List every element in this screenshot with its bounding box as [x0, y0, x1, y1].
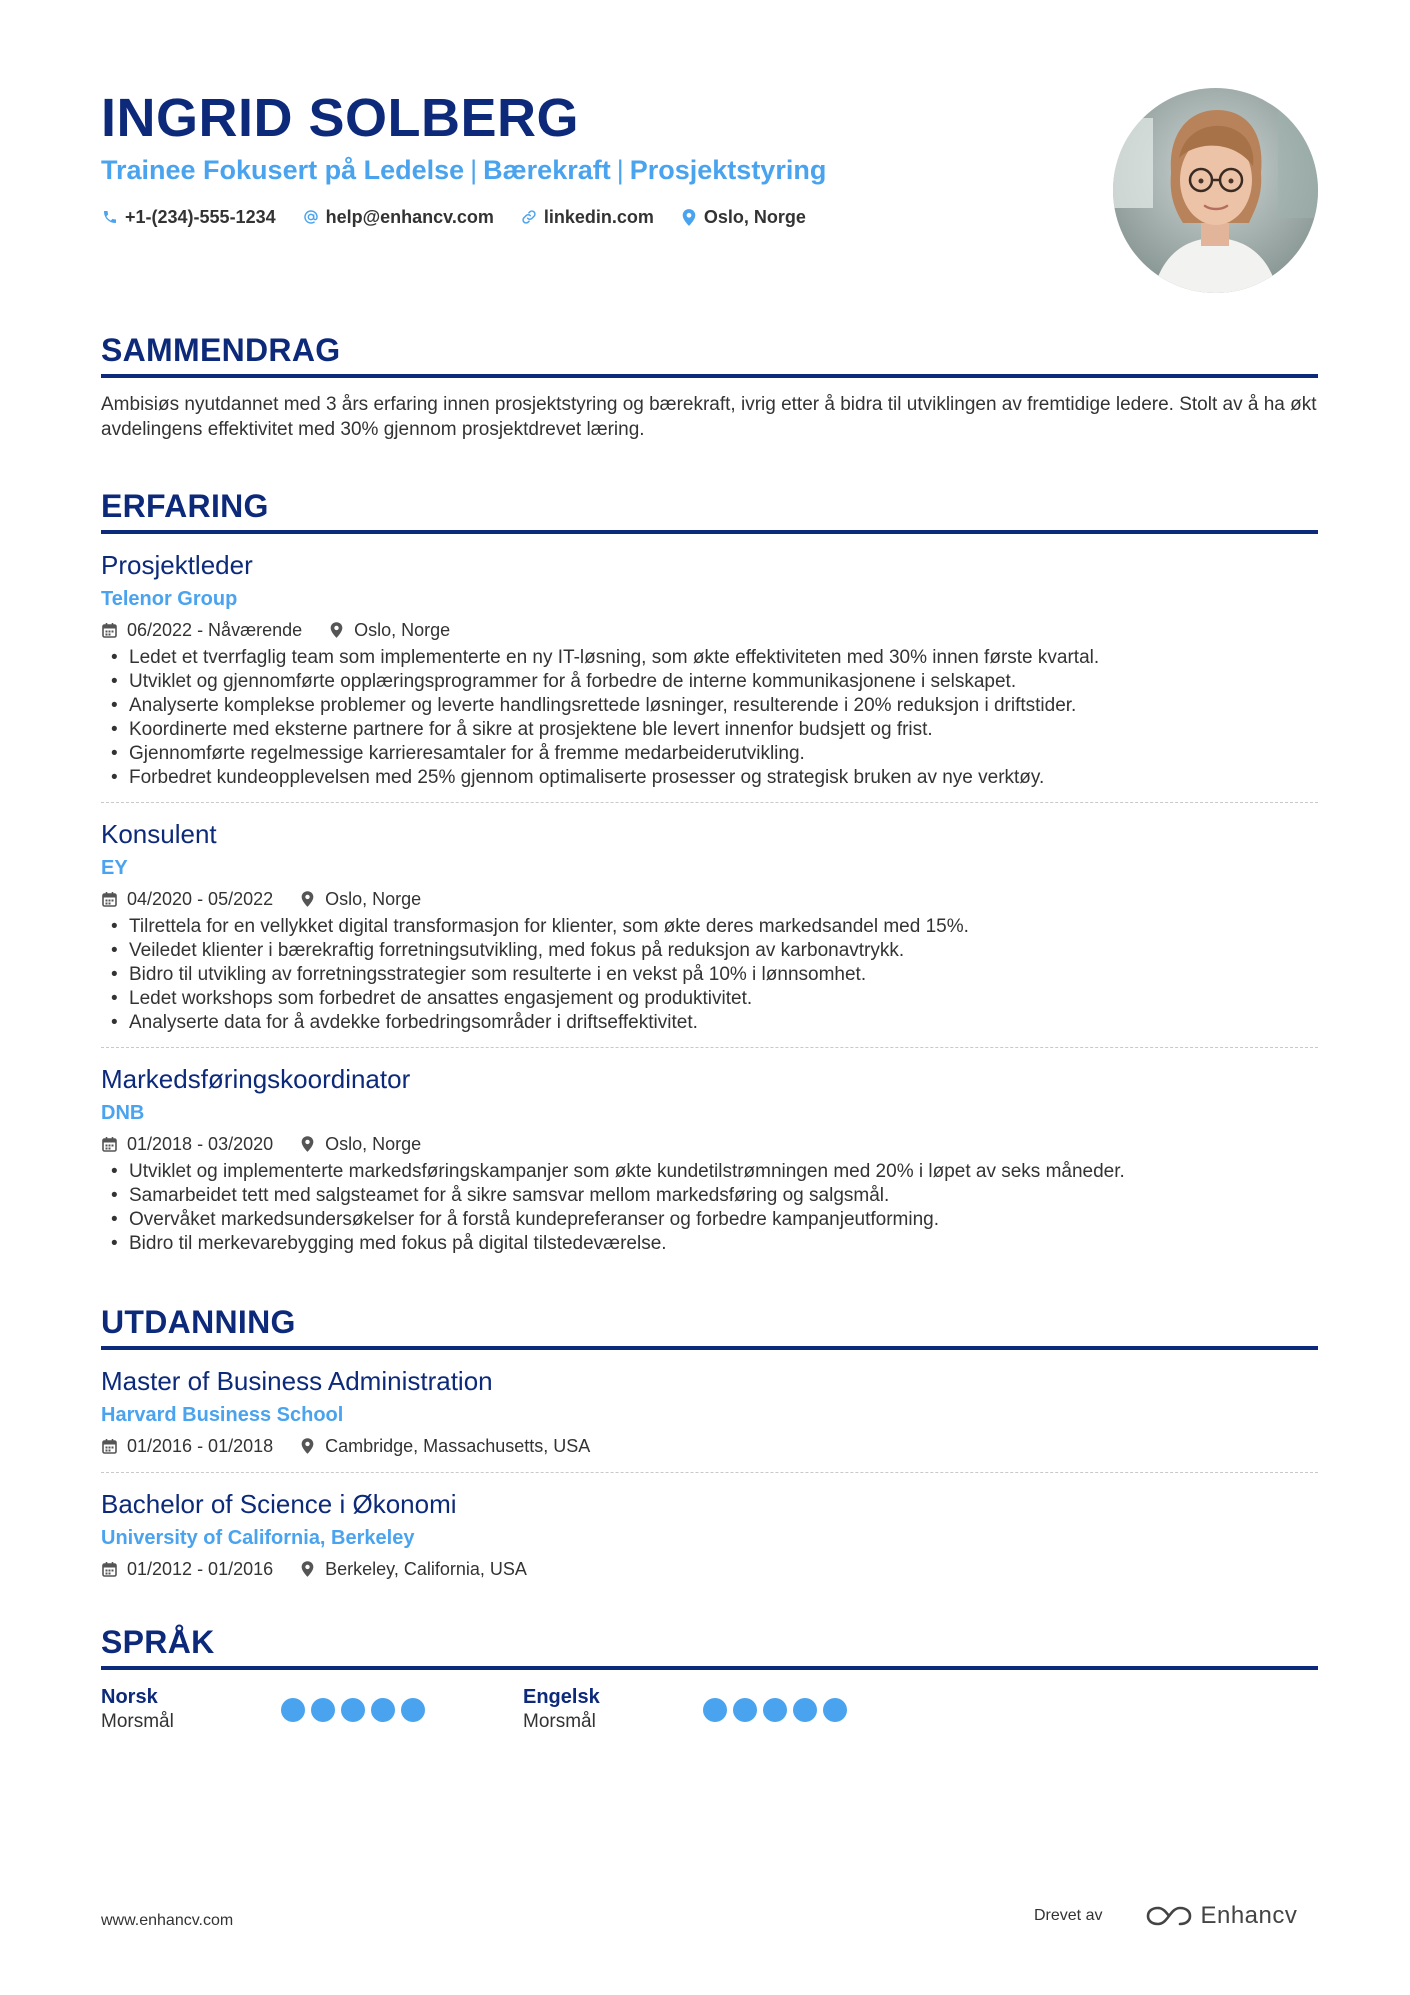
bullet-item: • Samarbeidet tett med salgsteamet for å sikre samsvar mellom markedsføring og salgsmål. — [101, 1184, 1318, 1208]
bullet-item: • Analyserte data for å avdekke forbedringsområder i driftseffektivitet. — [101, 1011, 1318, 1035]
date-range — [101, 1555, 273, 1583]
location-text: Oslo, Norge — [703, 207, 806, 227]
education-section — [101, 1302, 1318, 1595]
experience-entry — [101, 534, 1318, 803]
job-title: Konsulent — [101, 819, 217, 849]
candidate-name: INGRID SOLBERG — [101, 88, 580, 148]
proficiency-dot — [341, 1698, 365, 1722]
achievement-list — [101, 915, 1318, 1035]
resume-header — [101, 0, 1318, 330]
education-entry — [101, 1350, 1318, 1473]
school-location — [299, 1432, 590, 1460]
bullet-item: • Ledet et tverrfaglig team som implementerte en ny IT-løsning, som økte effektiviteten med 30% innen første kvartal. — [101, 646, 1318, 670]
language-list — [101, 1684, 1318, 1734]
entry-meta — [101, 1130, 1318, 1158]
email-address: help@enhancv.com — [325, 207, 494, 227]
date-text: 04/2020 - 05/2022 — [127, 889, 274, 909]
phone-number: +1-(234)-555-1234 — [125, 207, 276, 227]
company-name: DNB — [101, 1102, 145, 1124]
location-text: Oslo, Norge — [325, 889, 422, 909]
job-location — [328, 616, 450, 644]
location-text: Oslo, Norge — [325, 1134, 422, 1154]
contact-email[interactable] — [302, 204, 494, 230]
bullet-item: • Analyserte komplekse problemer og leverte handlingsrettede løsninger, resulterende i 20% reduksjon i driftstider. — [101, 694, 1318, 718]
calendar-icon — [101, 891, 117, 907]
job-title: Markedsføringskoordinator — [101, 1064, 411, 1094]
bullet-item: • Koordinerte med eksterne partnere for å sikre at prosjektene ble levert innenfor budsjett og frist. — [101, 718, 1318, 742]
title-part-2: Bærekraft — [483, 155, 611, 185]
location-pin-icon — [328, 622, 344, 638]
languages-section — [101, 1622, 1318, 1734]
calendar-icon — [101, 1561, 117, 1577]
proficiency-dot — [311, 1698, 335, 1722]
school-name: Harvard Business School — [101, 1404, 344, 1426]
proficiency-dot — [733, 1698, 757, 1722]
experience-entry — [101, 1048, 1318, 1268]
language-level: Morsmål — [101, 1711, 174, 1732]
location-pin-icon — [680, 208, 698, 226]
at-icon — [302, 208, 320, 226]
company-name: Telenor Group — [101, 588, 238, 610]
bullet-item: • Forbedret kundeopplevelsen med 25% gjennom optimaliserte prosesser og strategisk bruken av nye verktøy. — [101, 766, 1318, 790]
date-range — [101, 1432, 273, 1460]
job-location — [299, 885, 421, 913]
profile-photo — [1113, 88, 1318, 293]
contact-info — [101, 204, 832, 230]
bullet-item: • Veiledet klienter i bærekraftig forretningsutvikling, med fokus på reduksjon av karbonavtrykk. — [101, 939, 1318, 963]
entry-meta — [101, 885, 1318, 913]
proficiency-dot — [763, 1698, 787, 1722]
degree-title: Master of Business Administration — [101, 1366, 493, 1396]
bullet-item: • Tilrettela for en vellykket digital transformasjon for klienter, som økte deres markedsandel med 15%. — [101, 915, 1318, 939]
title-part-1: Trainee Fokusert på Ledelse — [101, 155, 465, 185]
language-item — [101, 1684, 523, 1734]
date-text: 06/2022 - Nåværende — [127, 620, 303, 640]
job-title: Prosjektleder — [101, 550, 253, 580]
title-separator: | — [616, 155, 624, 185]
footer-website[interactable]: www.enhancv.com — [101, 1912, 234, 1929]
summary-text: Ambisiøs nyutdannet med 3 års erfaring innen prosjektstyring og bærekraft, ivrig etter å bidra til utviklingen av fremtidige ledere. Stolt av å ha økt avdelingens effektivitet med 30% gjennom prosjektdrevet læring. — [101, 394, 1317, 440]
calendar-icon — [101, 1438, 117, 1454]
calendar-icon — [101, 1136, 117, 1152]
location-text: Oslo, Norge — [354, 620, 451, 640]
bullet-item: • Ledet workshops som forbedret de ansattes engasjement og produktivitet. — [101, 987, 1318, 1011]
school-location — [299, 1555, 527, 1583]
bullet-item: • Utviklet og implementerte markedsføringskampanjer som økte kundetilstrømningen med 20% i løpet av seks måneder. — [101, 1160, 1318, 1184]
phone-icon — [101, 208, 119, 226]
bullet-item: • Utviklet og gjennomførte opplæringsprogrammer for å forbedre de interne kommunikasjonene i selskapet. — [101, 670, 1318, 694]
title-separator: | — [470, 155, 478, 185]
location-text: Cambridge, Massachusetts, USA — [325, 1436, 591, 1456]
proficiency-dot — [703, 1698, 727, 1722]
footer-branding — [1034, 1902, 1297, 1930]
achievement-list — [101, 646, 1318, 790]
job-location — [299, 1130, 421, 1158]
contact-phone[interactable] — [101, 204, 276, 230]
language-text — [523, 1684, 600, 1734]
education-heading: UTDANNING — [101, 1302, 1318, 1350]
contact-linkedin[interactable] — [520, 204, 654, 230]
brand-name: Enhancv — [1200, 1902, 1298, 1929]
company-name: EY — [101, 857, 128, 879]
date-range — [101, 1130, 273, 1158]
enhancv-logo-icon — [1146, 1905, 1192, 1927]
proficiency-dot — [281, 1698, 305, 1722]
bullet-item: • Bidro til merkevarebygging med fokus på digital tilstedeværelse. — [101, 1232, 1318, 1256]
date-range — [101, 885, 273, 913]
resume-content — [101, 0, 1318, 1732]
language-name: Engelsk — [523, 1686, 600, 1708]
location-text: Berkeley, California, USA — [325, 1559, 527, 1579]
proficiency-dot — [401, 1698, 425, 1722]
experience-section — [101, 486, 1318, 1268]
school-name: University of California, Berkeley — [101, 1527, 415, 1549]
calendar-icon — [101, 622, 117, 638]
summary-section — [101, 330, 1318, 442]
enhancv-logo[interactable] — [1146, 1902, 1297, 1930]
location-pin-icon — [299, 1438, 315, 1454]
proficiency-dot — [371, 1698, 395, 1722]
candidate-title — [101, 152, 826, 188]
location-pin-icon — [299, 1561, 315, 1577]
proficiency-dots — [697, 1698, 847, 1722]
achievement-list — [101, 1160, 1318, 1256]
entry-meta — [101, 1555, 1318, 1583]
bullet-item: • Gjennomførte regelmessige karrieresamtaler for å fremme medarbeiderutvikling. — [101, 742, 1318, 766]
date-text: 01/2018 - 03/2020 — [127, 1134, 274, 1154]
language-text — [101, 1684, 174, 1734]
proficiency-dot — [823, 1698, 847, 1722]
date-range — [101, 616, 302, 644]
language-item — [523, 1684, 945, 1734]
entry-meta — [101, 1432, 1318, 1460]
degree-title: Bachelor of Science i Økonomi — [101, 1489, 457, 1519]
location-pin-icon — [299, 891, 315, 907]
language-level: Morsmål — [523, 1711, 596, 1732]
title-part-3: Prosjektstyring — [629, 155, 827, 185]
proficiency-dots — [275, 1698, 425, 1722]
powered-by-text: Drevet av — [1034, 1907, 1103, 1924]
date-text: 01/2016 - 01/2018 — [127, 1436, 274, 1456]
entry-meta — [101, 616, 1318, 644]
proficiency-dot — [793, 1698, 817, 1722]
bullet-item: • Overvåket markedsundersøkelser for å forstå kundepreferanser og forbedre kampanjeutforming. — [101, 1208, 1318, 1232]
link-icon — [520, 208, 538, 226]
date-text: 01/2012 - 01/2016 — [127, 1559, 274, 1579]
experience-entry — [101, 803, 1318, 1048]
languages-heading: SPRÅK — [101, 1622, 1318, 1670]
linkedin-url: linkedin.com — [543, 207, 654, 227]
summary-heading: SAMMENDRAG — [101, 330, 1318, 378]
location-pin-icon — [299, 1136, 315, 1152]
education-entry — [101, 1473, 1318, 1595]
bullet-item: • Bidro til utvikling av forretningsstrategier som resulterte i en vekst på 10% i lønnsomhet. — [101, 963, 1318, 987]
language-name: Norsk — [101, 1686, 158, 1708]
experience-heading: ERFARING — [101, 486, 1318, 534]
contact-location — [680, 204, 806, 230]
